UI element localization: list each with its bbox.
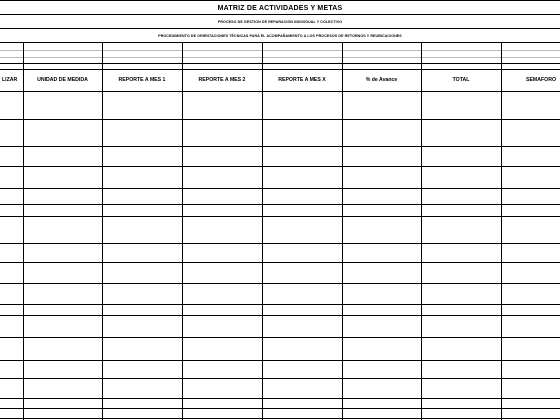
- column-divider: [501, 42, 502, 420]
- body-row-line: [0, 398, 560, 399]
- body-row-line: [0, 418, 560, 419]
- body-row-line: [0, 188, 560, 189]
- title-divider: [0, 14, 560, 15]
- body-row-line: [0, 283, 560, 284]
- column-header-unidad-de-medida: UNIDAD DE MEDIDA: [37, 77, 88, 83]
- procedure-divider: [0, 42, 560, 43]
- column-header-reporte-mes-2: REPORTE A MES 2: [198, 77, 246, 83]
- process-subtitle: PROCESO DE GESTION DE REPARACIÓN INDIVIDUAL Y COLECTIVO: [217, 20, 343, 24]
- header-bottom-line: [0, 91, 560, 92]
- title-border-top: [0, 0, 560, 1]
- subtitle-divider: [0, 28, 560, 29]
- body-row-line: [0, 243, 560, 244]
- column-divider: [342, 42, 343, 420]
- body-row-line: [0, 119, 560, 120]
- body-row-line: [0, 204, 560, 205]
- column-header-semaforo: SEMAFORO: [526, 77, 556, 83]
- column-header-lizar: LIZAR: [2, 77, 18, 83]
- column-divider: [262, 42, 263, 420]
- body-row-line: [0, 360, 560, 361]
- column-header-reporte-mes-1: REPORTE A MES 1: [118, 77, 166, 83]
- spacer-row-line: [0, 63, 560, 64]
- body-row-line: [0, 337, 560, 338]
- body-row-line: [0, 166, 560, 167]
- column-divider: [23, 42, 24, 420]
- column-divider: [182, 42, 183, 420]
- procedure-subtitle: PROCEDIMIENTO DE ORIENTACIONES TÉCNICAS PARA EL ACOMPAÑAMIENTO A LOS PROCESOS DE RETORNOS Y REUBICACIONES: [158, 34, 402, 38]
- body-row-line: [0, 304, 560, 305]
- spacer-row-line: [0, 57, 560, 58]
- body-row-line: [0, 408, 560, 409]
- column-header-total: TOTAL: [452, 77, 470, 83]
- document-title: MATRIZ DE ACTIVIDADES Y METAS: [217, 5, 343, 12]
- body-row-line: [0, 262, 560, 263]
- column-divider: [102, 42, 103, 420]
- column-divider: [421, 42, 422, 420]
- column-header-reporte-mes-x: REPORTE A MES X: [278, 77, 326, 83]
- body-row-line: [0, 146, 560, 147]
- body-row-line: [0, 315, 560, 316]
- column-header-avance: % de Avance: [365, 77, 398, 83]
- body-row-line: [0, 216, 560, 217]
- body-row-line: [0, 378, 560, 379]
- spacer-row-line: [0, 50, 560, 51]
